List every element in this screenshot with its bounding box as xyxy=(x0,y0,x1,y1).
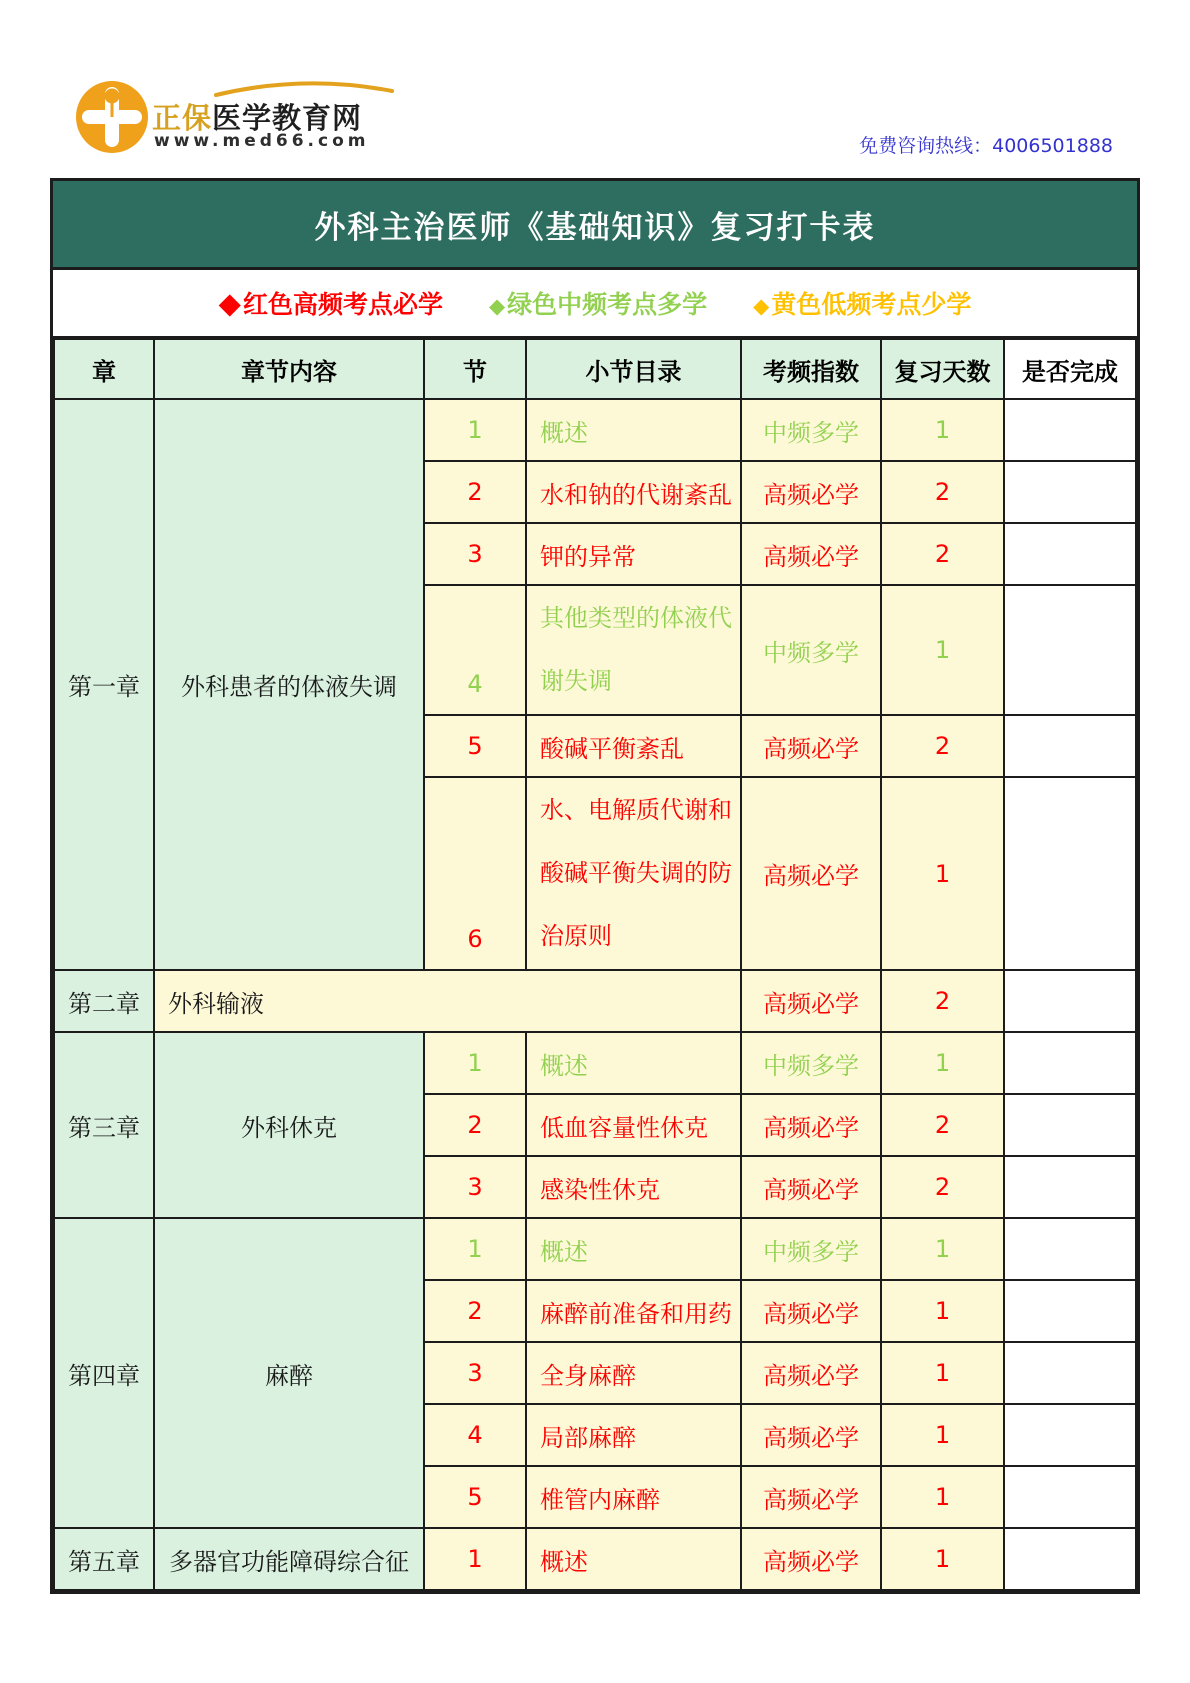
section-number-cell: 1 xyxy=(424,1528,526,1590)
brand-name-gold: 正保 xyxy=(152,101,213,135)
diamond-icon: ◆ xyxy=(488,294,506,318)
diamond-icon: ◆ xyxy=(753,294,770,318)
section-number-cell: 2 xyxy=(424,1280,526,1342)
freq-cell: 高频必学 xyxy=(741,1156,881,1218)
legend-label: 红色高频考点必学 xyxy=(242,290,443,319)
days-cell: 1 xyxy=(881,1342,1004,1404)
freq-cell: 高频必学 xyxy=(741,715,881,777)
brand-name-dark: 医学教育网 xyxy=(212,101,363,135)
chapter-cell: 第一章 xyxy=(54,399,154,970)
days-cell: 2 xyxy=(881,461,1004,523)
chapter-cell: 第二章 xyxy=(54,970,154,1032)
days-cell: 1 xyxy=(881,585,1004,715)
chapter-cell: 第三章 xyxy=(54,1032,154,1218)
freq-cell: 高频必学 xyxy=(741,1094,881,1156)
legend-label: 绿色中频考点多学 xyxy=(507,290,708,319)
days-cell: 1 xyxy=(881,1404,1004,1466)
section-title-cell xyxy=(526,777,741,970)
table-row xyxy=(54,1218,1136,1280)
done-cell[interactable] xyxy=(1004,1094,1136,1156)
section-title-cell: 钾的异常 xyxy=(526,523,741,585)
done-cell[interactable] xyxy=(1004,1218,1136,1280)
freq-cell: 高频必学 xyxy=(741,970,881,1032)
chapter-content-cell: 外科患者的体液失调 xyxy=(154,399,424,970)
done-cell[interactable] xyxy=(1004,777,1136,970)
freq-cell: 高频必学 xyxy=(741,1280,881,1342)
days-cell: 1 xyxy=(881,1466,1004,1528)
freq-cell: 中频多学 xyxy=(741,399,881,461)
legend-row xyxy=(53,270,1137,338)
section-title-cell: 概述 xyxy=(526,1218,741,1280)
legend-mid-frequency xyxy=(489,285,707,321)
hotline-label: 免费咨询热线： xyxy=(859,135,993,157)
table-title: 外科主治医师《基础知识》复习打卡表 xyxy=(314,209,876,246)
legend-low-frequency xyxy=(753,285,971,321)
done-cell[interactable] xyxy=(1004,1466,1136,1528)
section-number-cell: 1 xyxy=(424,1218,526,1280)
done-cell[interactable] xyxy=(1004,399,1136,461)
section-number-cell: 2 xyxy=(424,1094,526,1156)
chapter-content-cell: 外科休克 xyxy=(154,1032,424,1218)
days-cell: 2 xyxy=(881,523,1004,585)
section-number-cell: 3 xyxy=(424,1156,526,1218)
brand-website: www.med66.com xyxy=(154,131,370,151)
days-cell: 2 xyxy=(881,970,1004,1032)
legend-high-frequency xyxy=(219,285,443,321)
section-title-cell: 感染性休克 xyxy=(526,1156,741,1218)
section-title-cell: 概述 xyxy=(526,399,741,461)
section-title-cell: 水和钠的代谢紊乱 xyxy=(526,461,741,523)
section-number-cell: 4 xyxy=(424,585,526,715)
done-cell[interactable] xyxy=(1004,1342,1136,1404)
diamond-icon: ◆ xyxy=(218,286,241,320)
freq-cell: 高频必学 xyxy=(741,461,881,523)
col-header-chapter-content: 章节内容 xyxy=(154,339,424,399)
freq-cell: 中频多学 xyxy=(741,585,881,715)
review-table xyxy=(50,178,1140,1594)
col-header-review-days: 复习天数 xyxy=(881,339,1004,399)
col-header-section: 节 xyxy=(424,339,526,399)
days-cell: 1 xyxy=(881,1218,1004,1280)
schedule-table-body xyxy=(54,399,1136,1590)
section-title-cell xyxy=(526,585,741,715)
freq-cell: 中频多学 xyxy=(741,1032,881,1094)
hotline xyxy=(859,131,1113,158)
section-title-line: 酸碱平衡失调的防 xyxy=(540,859,732,887)
done-cell[interactable] xyxy=(1004,1156,1136,1218)
col-header-section-title: 小节目录 xyxy=(526,339,741,399)
section-number-cell: 2 xyxy=(424,461,526,523)
med66-logo-icon xyxy=(74,79,150,155)
section-title-cell: 低血容量性休克 xyxy=(526,1094,741,1156)
freq-cell: 高频必学 xyxy=(741,1342,881,1404)
schedule-table xyxy=(53,338,1137,1591)
section-title-cell: 椎管内麻醉 xyxy=(526,1466,741,1528)
freq-cell: 中频多学 xyxy=(741,1218,881,1280)
col-header-chapter: 章 xyxy=(54,339,154,399)
done-cell[interactable] xyxy=(1004,585,1136,715)
section-title-line: 治原则 xyxy=(540,922,612,950)
days-cell: 1 xyxy=(881,777,1004,970)
days-cell: 1 xyxy=(881,1032,1004,1094)
freq-cell: 高频必学 xyxy=(741,1404,881,1466)
done-cell[interactable] xyxy=(1004,461,1136,523)
section-number-cell: 1 xyxy=(424,399,526,461)
section-number-cell: 5 xyxy=(424,715,526,777)
section-title-cell: 全身麻醉 xyxy=(526,1342,741,1404)
section-title-cell: 概述 xyxy=(526,1032,741,1094)
section-title-cell: 局部麻醉 xyxy=(526,1404,741,1466)
section-number-cell: 6 xyxy=(424,777,526,970)
table-row xyxy=(54,399,1136,461)
section-title-line: 其他类型的体液代 xyxy=(540,604,732,632)
section-title-cell: 麻醉前准备和用药 xyxy=(526,1280,741,1342)
chapter-content-cell: 外科输液 xyxy=(154,970,741,1032)
brand-arc-decoration xyxy=(214,80,394,98)
days-cell: 2 xyxy=(881,715,1004,777)
section-title-cell: 概述 xyxy=(526,1528,741,1590)
chapter-cell: 第四章 xyxy=(54,1218,154,1528)
table-row xyxy=(54,970,1136,1032)
col-header-completed: 是否完成 xyxy=(1004,339,1136,399)
header-row xyxy=(54,339,1136,399)
table-row xyxy=(54,1528,1136,1590)
section-number-cell: 4 xyxy=(424,1404,526,1466)
done-cell[interactable] xyxy=(1004,523,1136,585)
days-cell: 2 xyxy=(881,1094,1004,1156)
section-number-cell: 3 xyxy=(424,523,526,585)
hotline-number: 4006501888 xyxy=(992,135,1113,157)
section-title-line: 水、电解质代谢和 xyxy=(540,796,732,824)
legend-label: 黄色低频考点少学 xyxy=(771,290,972,319)
col-header-frequency: 考频指数 xyxy=(741,339,881,399)
table-title-bar xyxy=(53,181,1137,270)
done-cell[interactable] xyxy=(1004,1404,1136,1466)
done-cell[interactable] xyxy=(1004,1280,1136,1342)
freq-cell: 高频必学 xyxy=(741,1528,881,1590)
table-row xyxy=(54,1032,1136,1094)
done-cell[interactable] xyxy=(1004,715,1136,777)
section-number-cell: 1 xyxy=(424,1032,526,1094)
days-cell: 1 xyxy=(881,1280,1004,1342)
freq-cell: 高频必学 xyxy=(741,1466,881,1528)
done-cell[interactable] xyxy=(1004,970,1136,1032)
days-cell: 1 xyxy=(881,1528,1004,1590)
section-number-cell: 3 xyxy=(424,1342,526,1404)
section-number-cell: 5 xyxy=(424,1466,526,1528)
section-title-line: 谢失调 xyxy=(540,667,612,695)
days-cell: 2 xyxy=(881,1156,1004,1218)
done-cell[interactable] xyxy=(1004,1032,1136,1094)
section-title-cell: 酸碱平衡紊乱 xyxy=(526,715,741,777)
chapter-cell: 第五章 xyxy=(54,1528,154,1590)
freq-cell: 高频必学 xyxy=(741,523,881,585)
freq-cell: 高频必学 xyxy=(741,777,881,970)
chapter-content-cell: 麻醉 xyxy=(154,1218,424,1528)
chapter-content-cell: 多器官功能障碍综合征 xyxy=(154,1528,424,1590)
days-cell: 1 xyxy=(881,399,1004,461)
done-cell[interactable] xyxy=(1004,1528,1136,1590)
